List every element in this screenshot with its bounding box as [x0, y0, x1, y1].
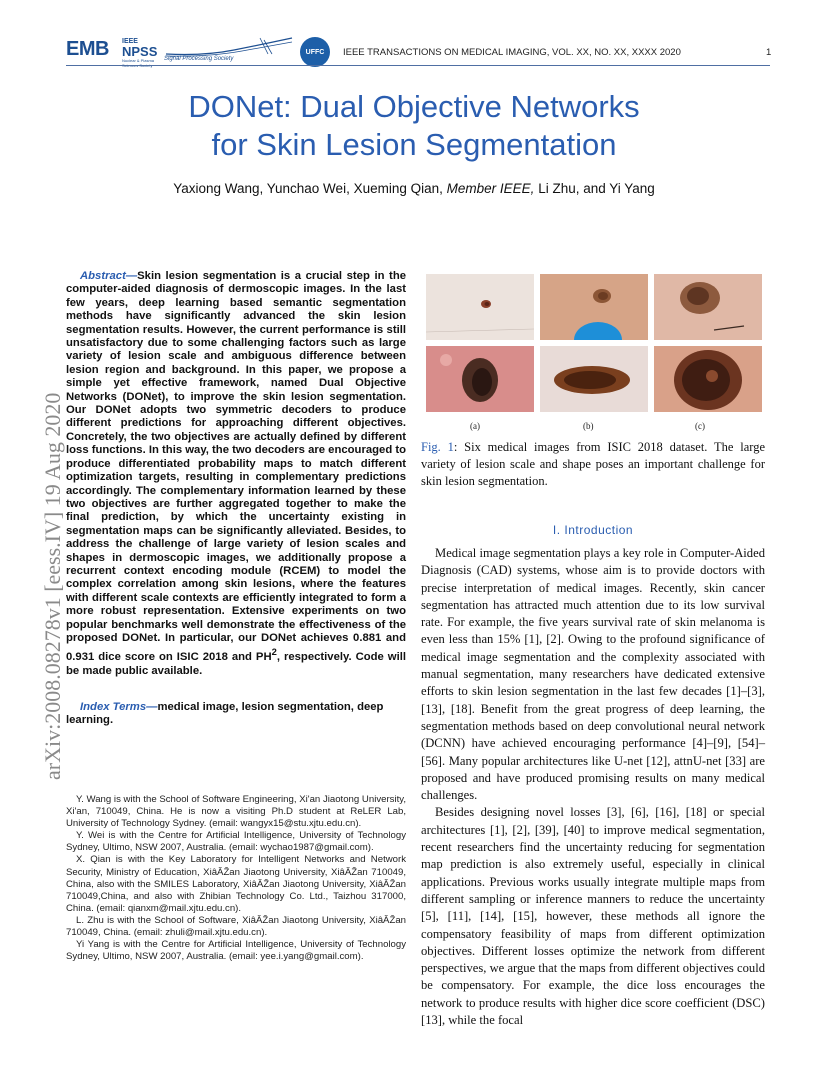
subfigure-label-a: (a) [470, 421, 480, 431]
footnote: X. Qian is with the Key Laboratory for Intelligent Networks and Network Security, Ministry of Education, XiâĂŽan Jiaotong University, XiâĂŽan 710049, China, also with the SMILES Laboratory, XiâĂŽan Jiaotong University, XiâĂŽan 710049,China, and also with Zhibian Technology Co. Ltd., Taizhou 317000, China. (email: qianxm@mail.xjtu.edu.cn). [66, 854, 406, 914]
author-footnotes [66, 794, 406, 963]
page-number: 1 [766, 47, 772, 58]
authors-part-2: Li Zhu, and Yi Yang [538, 181, 655, 196]
npss-logo-text: NPSS [122, 44, 158, 59]
abstract-label: Abstract [80, 270, 126, 282]
footnote: L. Zhu is with the School of Software, XiâĂŽan Jiaotong University, XiâĂŽan 710049, China. (email: zhuli@mail.xjtu.edu.cn). [66, 914, 406, 939]
dermoscopy-image-a2 [426, 346, 534, 412]
abstract-text: Skin lesion segmentation is a crucial step in the computer-aided diagnosis of dermoscopic images. In the last few years, deep learning based semantic segmentation methods have significantly advanced the skin lesion segmentation results. However, the current performance is still unsatisfactory due to some challenging factors such as large variety of lesion scale and ambiguous difference between lesion region and background. In this paper, we propose a simple yet effective framework, named Dual Objective Networks (DONet), to improve the skin lesion segmentation. Our DONet adopts two symmetric decoders to produce different predictions for approaching different objectives. Concretely, the two objectives are actually defined by different loss functions. In this way, the two decoders are encouraged to produce differentiated probability maps to match different optimization targets, resulting in complementary predictions accordingly. The complementary information learned by these two objectives are further aggregated together to make the final prediction, by which the uncertainty existing in segmentation maps can be significantly alleviated. Besides, to address the challenge of large variety of lesion scales and shapes in dermoscopic images, we additionally propose a recurrent context encoding module (RCEM) to model the complex correlation among skin lesions, where the features with different scale contexts are efficiently integrated to form a more robust representation. Extensive experiments on two popular benchmarks well demonstrate the effectiveness of the proposed DONet. In particular, our DONet achieves 0.881 and 0.931 dice score on ISIC 2018 and PH [66, 270, 407, 664]
authors-part-1: Yaxiong Wang, Yunchao Wei, Xueming Qian, [173, 181, 443, 196]
figure-caption-text: : Six medical images from ISIC 2018 dataset. The large variety of lesion scale and shape poses an important challenge for skin lesion segmentation. [421, 440, 765, 489]
title-line-2: for Skin Lesion Segmentation [211, 127, 617, 162]
sps-logo [164, 36, 294, 68]
member-ieee: Member IEEE, [446, 181, 535, 196]
section-heading-introduction: I. Introduction [552, 523, 634, 537]
index-terms [66, 701, 406, 728]
figure-caption [421, 439, 765, 491]
uffc-logo: UFFC [300, 37, 330, 67]
npss-logo-subtext: Nuclear & Plasma [122, 58, 155, 63]
title-line-1: DONet: Dual Objective Networks [188, 89, 640, 124]
introduction-body [421, 545, 765, 1029]
footnote: Y. Wang is with the School of Software Engineering, Xi'an Jiaotong University, Xi'an, 710049, China. He is now a visiting Ph.D student at ReLER Lab, University of Technology Sydney. (email: wangyx15@stu.xjtu.edu.cn). [66, 794, 406, 830]
body-paragraph: Medical image segmentation plays a key role in Computer-Aided Diagnosis (CAD) systems, whose aim is to provide doctors with precise interpretation of medical images. Recently, skin cancer segmentation has attracted much attention due to its low survival rate. For example, the five years survival rate of skin melanoma is even less than 15% [1], [2]. Owing to the profound significance of medical image segmentation and the complexity associated with manual segmentation, many researchers have dedicated extensive efforts to skin lesion segmentation in the last few decades [1]–[3], [13], [18]. Benefit from the great progress of deep learning, the segmentation methods based on deep convolutional neural network (DCNN) have achieved encouraging performance [4]–[9], [54]–[56]. Many popular architectures like U-net [12], attnU-net [33] are proposed and have produced promising results on many medical challenges. [421, 546, 765, 803]
ieee-npss-logo [122, 38, 162, 68]
dermoscopy-image-c2 [654, 346, 762, 412]
sps-swoosh-icon [164, 36, 294, 58]
figure-1 [426, 274, 764, 414]
index-terms-label: Index Terms [80, 701, 147, 713]
header-divider [66, 65, 770, 66]
author-list [0, 181, 828, 196]
dermoscopy-image-c1 [654, 274, 762, 340]
figure-caption-label: Fig. 1 [421, 440, 454, 454]
abstract [66, 270, 406, 678]
body-paragraph: Besides designing novel losses [3], [6], [16], [18] or special architectures [1], [2], [39], [40] to improve medical segmentation, recent researchers find the uncertainty reducing for segmentation map prediction is also extremely useful, especially in clinical applications. Previous works usually integrate multiple maps from different sampling or inference manners to reduce the uncertainty [5], [11], [14], [15], however, these methods all ignore the compensatory feasibility of maps from different optimization objectives. Different losses optimize the network from different perspectives, we argue that the maps from different objectives could be compensatory. For example, the dice loss encourages the network to produce results with higher dice score coefficient (DSC) [13], while the focal [421, 805, 765, 1028]
dermoscopy-image-a1 [426, 274, 534, 340]
subfigure-label-b: (b) [583, 421, 594, 431]
abstract-text-end: , respectively. Code will be made public available. [66, 651, 406, 677]
sps-logo-text: Signal Processing Society [164, 56, 234, 62]
index-terms-text: medical image, lesion segmentation, deep learning. [66, 701, 384, 727]
ieee-logo-text: IEEE [122, 38, 138, 45]
dermoscopy-image-b2 [540, 346, 648, 412]
index-terms-dash: — [146, 701, 158, 713]
footnote: Yi Yang is with the Centre for Artificial Intelligence, University of Technology Sydney, Ultimo, NSW 2007, Australia. (email: yee.i.yang@gmail.com). [66, 939, 406, 963]
journal-header: IEEE TRANSACTIONS ON MEDICAL IMAGING, VOL. XX, NO. XX, XXXX 2020 [343, 47, 681, 58]
dermoscopy-image-b1 [540, 274, 648, 340]
arxiv-stamp: arXiv:2008.08278v1 [eess.IV] 19 Aug 2020 [40, 392, 65, 780]
paper-title [0, 88, 828, 164]
footnote: Y. Wei is with the Centre for Artificial Intelligence, University of Technology Sydney, Ultimo, NSW 2007, Australia. (email: wychao1987@gmail.com). [66, 830, 406, 854]
abstract-dash: — [125, 270, 138, 282]
abstract-superscript: 2 [271, 646, 277, 658]
subfigure-label-c: (c) [695, 421, 705, 431]
emb-logo: EMB [66, 38, 109, 60]
